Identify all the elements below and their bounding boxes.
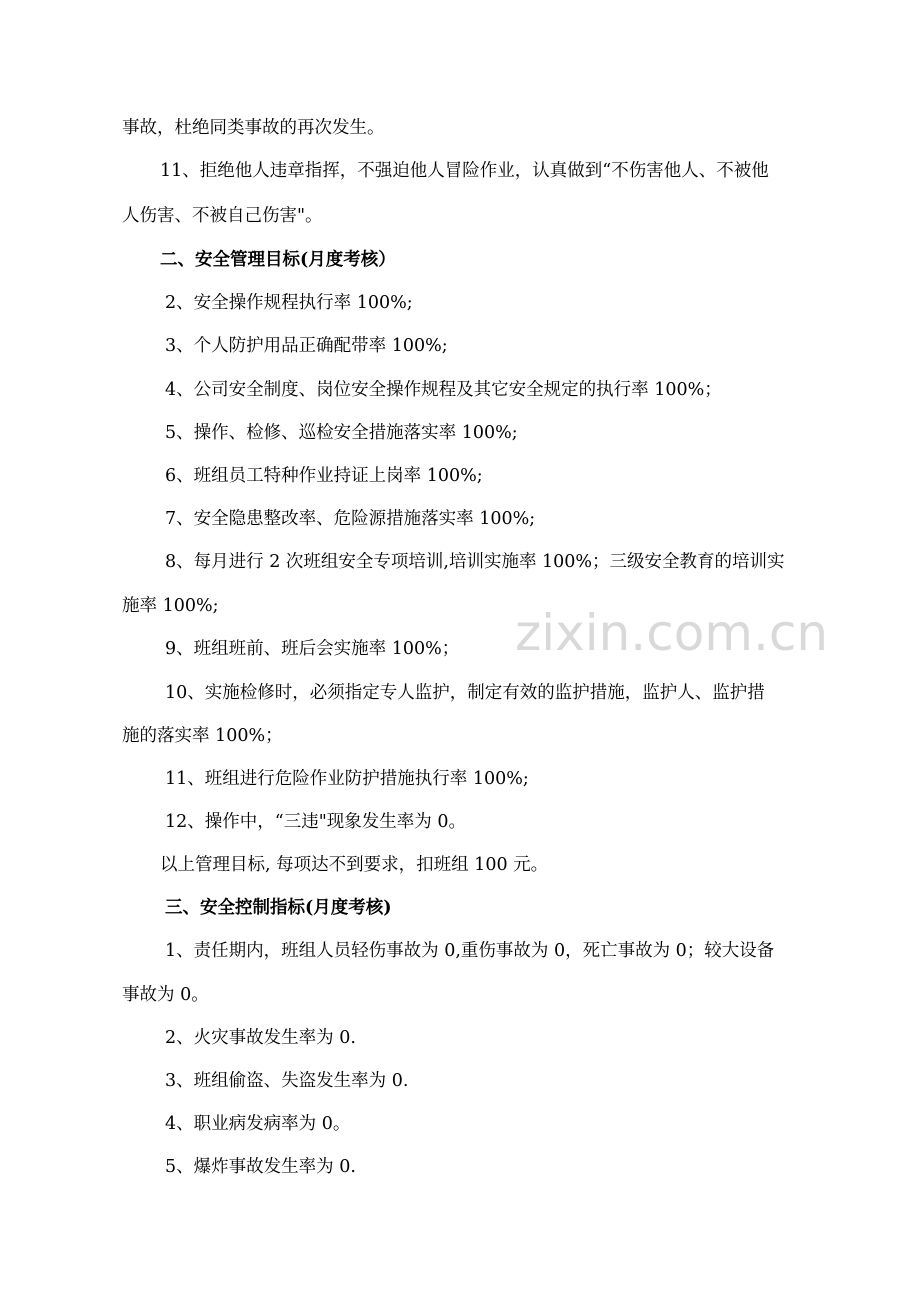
text-line: 2、火灾事故发生率为 0. <box>165 1028 356 1048</box>
text-line: 11、拒绝他人违章指挥，不强迫他人冒险作业，认真做到“不伤害他人、不被他 <box>160 161 769 181</box>
text-line: 3、班组偷盗、失盗发生率为 0. <box>165 1071 409 1091</box>
text-line: 以上管理目标, 每项达不到要求，扣班组 100 元。 <box>160 855 549 875</box>
text-line: 3、个人防护用品正确配带率 100%; <box>165 336 448 356</box>
text-line: 8、每月进行 2 次班组安全专项培训,培训实施率 100%；三级安全教育的培训实 <box>165 552 785 572</box>
text-line: 6、班组员工特种作业持证上岗率 100%; <box>165 466 483 486</box>
text-line: 事故为 0。 <box>122 985 209 1005</box>
text-line: 11、班组进行危险作业防护措施执行率 100%; <box>165 769 529 789</box>
text-line: 10、实施检修时，必须指定专人监护，制定有效的监护措施，监护人、监护措 <box>165 683 765 703</box>
text-line: 7、安全隐患整改率、危险源措施落实率 100%; <box>165 509 536 529</box>
section-heading: 二、安全管理目标(月度考核） <box>160 250 396 270</box>
text-line: 9、班组班前、班后会实施率 100%； <box>165 639 460 659</box>
text-line: 事故，杜绝同类事故的再次发生。 <box>122 118 385 138</box>
watermark: zixin.com.cn <box>515 604 829 662</box>
text-line: 4、职业病发病率为 0。 <box>165 1114 351 1134</box>
text-line: 5、操作、检修、巡检安全措施落实率 100%; <box>165 423 518 443</box>
section-heading: 三、安全控制指标(月度考核) <box>165 898 392 918</box>
text-line: 施的落实率 100%； <box>122 726 283 746</box>
text-line: 12、操作中，“三违"现象发生率为 0。 <box>165 812 466 832</box>
text-line: 人伤害、不被自己伤害"。 <box>122 206 323 226</box>
text-line: 1、责任期内，班组人员轻伤事故为 0,重伤事故为 0，死亡事故为 0；较大设备 <box>165 941 775 961</box>
text-line: 5、爆炸事故发生率为 0. <box>165 1157 356 1177</box>
text-line: 4、公司安全制度、岗位安全操作规程及其它安全规定的执行率 100%； <box>165 380 722 400</box>
text-line: 2、安全操作规程执行率 100%; <box>165 293 413 313</box>
text-line: 施率 100%; <box>122 596 219 616</box>
